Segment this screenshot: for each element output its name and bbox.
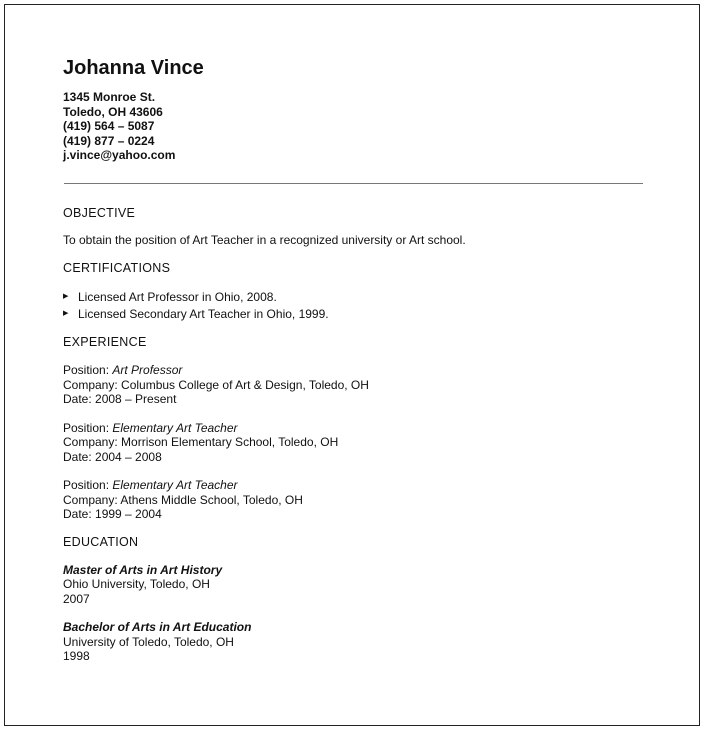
list-item [63, 289, 643, 306]
triangle-right-icon: ▶ [63, 309, 69, 317]
job-company: Company: Columbus College of Art & Design, Toledo, OH [63, 377, 369, 392]
degree-school: Ohio University, Toledo, OH [63, 577, 210, 591]
degree-school: University of Toledo, Toledo, OH [63, 634, 234, 649]
certification-text: Licensed Secondary Art Teacher in Ohio, 1999. [78, 306, 329, 321]
contact-city: Toledo, OH 43606 [63, 104, 163, 119]
job-entry [63, 363, 643, 407]
contact-street: 1345 Monroe St. [63, 90, 156, 104]
contact-phone-2: (419) 877 – 0224 [63, 133, 155, 148]
objective-heading: OBJECTIVE [63, 205, 136, 220]
job-position [63, 421, 643, 436]
experience-heading: EXPERIENCE [63, 335, 147, 349]
contact-phone-1: (419) 564 – 5087 [63, 119, 155, 133]
position-label: Position: [63, 478, 113, 492]
job-role: Art Professor [112, 363, 183, 377]
contact-email: j.vince@yahoo.com [63, 148, 176, 162]
job-company: Company: Morrison Elementary School, Toledo, OH [63, 435, 339, 449]
triangle-right-icon: ▶ [63, 293, 69, 300]
list-item [63, 306, 643, 323]
job-date: Date: 2004 – 2008 [63, 449, 162, 464]
resume-name: Johanna Vince [63, 57, 204, 79]
job-company: Company: Athens Middle School, Toledo, OH [63, 492, 303, 507]
contact-block [63, 90, 643, 163]
job-role: Elementary Art Teacher [112, 420, 238, 435]
resume-document [63, 56, 643, 664]
objective-text: To obtain the position of Art Teacher in a recognized university or Art school. [63, 232, 466, 247]
education-heading: EDUCATION [63, 534, 139, 549]
header-divider [64, 183, 643, 184]
job-date: Date: 1999 – 2004 [63, 507, 162, 521]
job-role: Elementary Art Teacher [112, 478, 238, 492]
certification-text: Licensed Art Professor in Ohio, 2008. [78, 290, 277, 304]
position-label: Position: [63, 363, 113, 377]
degree-entry [63, 620, 643, 664]
job-date: Date: 2008 – Present [63, 392, 177, 406]
degree-entry [63, 563, 643, 607]
job-position [63, 363, 643, 378]
job-entry [63, 421, 643, 465]
job-position [63, 478, 643, 493]
degree-year: 1998 [63, 649, 90, 663]
degree-name: Bachelor of Arts in Art Education [63, 620, 252, 634]
certifications-heading: CERTIFICATIONS [63, 261, 171, 275]
degree-year: 2007 [63, 591, 90, 606]
position-label: Position: [63, 420, 113, 435]
job-entry [63, 478, 643, 522]
degree-name: Master of Arts in Art History [63, 562, 223, 577]
certifications-list [63, 289, 643, 322]
